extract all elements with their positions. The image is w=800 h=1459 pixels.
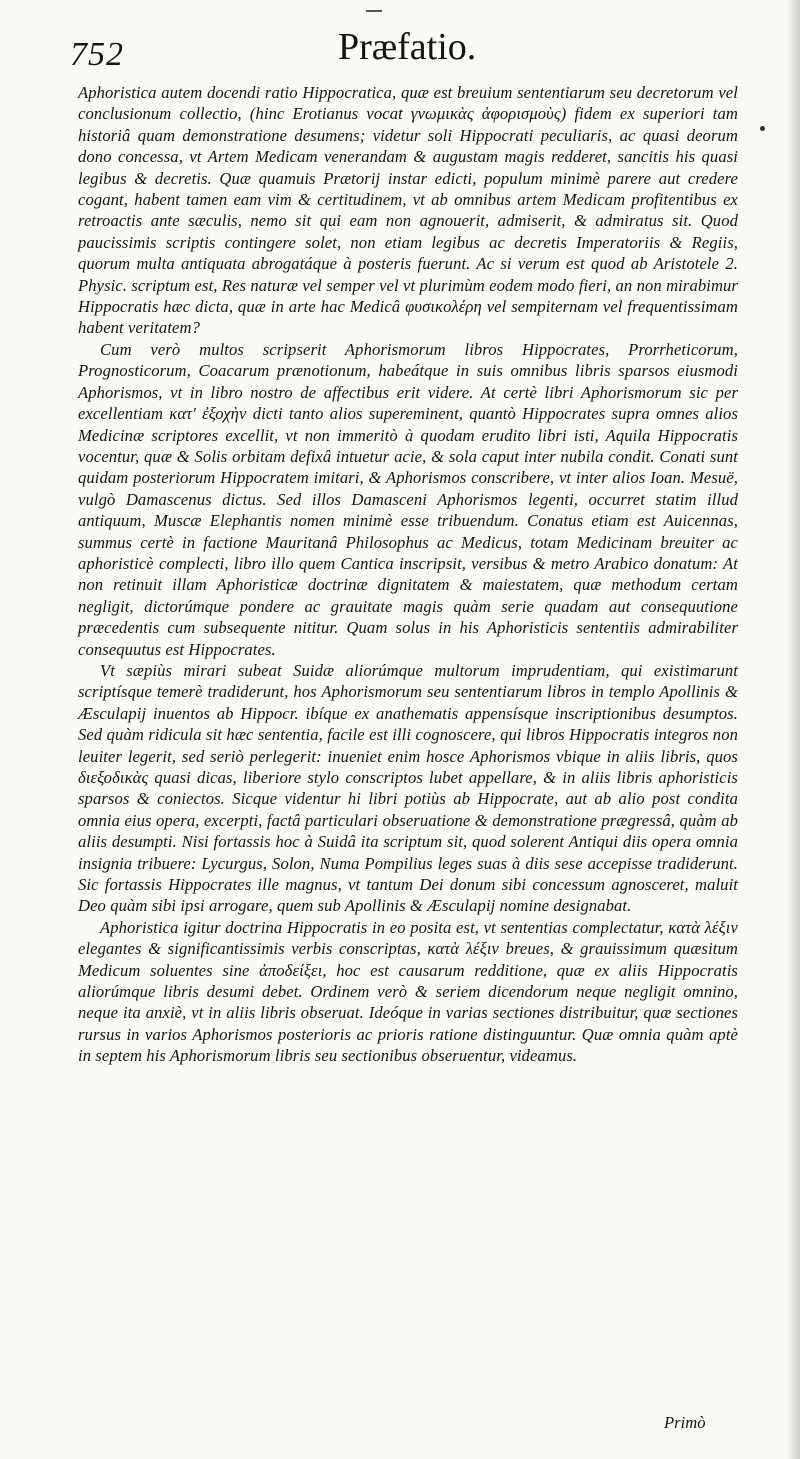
catchword: Primò [664, 1413, 706, 1432]
running-title: Præfatio. [338, 26, 477, 68]
page-header [0, 28, 800, 78]
page-number: 752 [70, 36, 124, 73]
page-edge-shadow [786, 0, 800, 1459]
page-top-mark [366, 10, 382, 12]
body-text [78, 82, 738, 1067]
paragraph: Aphoristica autem docendi ratio Hippocratica, quæ est breuium sententiarum seu decretorum vel conclusionum collectio, (hinc Erotianus vocat γνωμικὰς ἀφορισμοὺς) fidem ex superiori tam historiâ quam demonstratione desumens; videtur soli Hippocrati peculiaris, ac quasi deorum dono concessa, vt Artem Medicam venerandam & augustam magis redderet, sancitis his quasi legibus & decretis. Quæ quamuis Prætorij instar edicti, populum minimè parere aut credere cogant, habent tamen eam vim & certitudinem, vt ab omnibus artem Medicam profitentibus ex retroactis ante sæculis, nemo sit qui eam non agnouerit, admiserit, & admiratus sit. Quod paucissimis scriptis contingere solet, non etiam legibus ac decretis Imperatoriis & Regiis, quorum multa antiquata abrogatáque à posteris fuerunt. Ac si verum est quod ab Aristotele 2. Physic. scriptum est, Res naturæ vel semper vel vt plurimùm eodem modo fieri, an non mirabimur Hippocratis hæc dicta, quæ in arte hac Medicâ φυσικολέρη vel sempiternam vel frequentissimam habent veritatem? [78, 83, 738, 338]
paragraph: Aphoristica igitur doctrina Hippocratis in eo posita est, vt sententias complectatur, κατὰ λέξιν elegantes & significantissimis verbis conscriptas, κατὰ λέξιν breues, & grauissimum quæsitum Medicum soluentes sine ἀποδείξει, hoc est causarum redditione, quæ ex aliis Hippocratis aliorúmque libris desumi debet. Ordinem verò & seriem dicendorum neque negligit omnino, neque ita anxiè, vt in aliis libris obseruat. Ideóque in varias sectiones distribuitur, quæ sectiones rursus in varios Aphorismos posterioris ac prioris ratione distinguuntur. Quæ omnia quàm aptè in septem his Aphorismorum libris seu sectionibus obseruentur, videamus. [78, 917, 738, 1066]
paragraph: Vt sæpiùs mirari subeat Suidæ aliorúmque multorum imprudentiam, qui existimarunt scriptísque temerè tradiderunt, hos Aphorismorum seu sententiarum libros in templo Apollinis & Æsculapij inuentos ab Hippocr. ibíque ex anathematis appensísque inscriptionibus desumptos. Sed quàm ridicula sit hæc sententia, facile est illi cognoscere, qui libros Hippocratis integros non leuiter legerit, sed seriò perlegerit: inueniet enim hosce Aphorismos vbique in aliis libris, quos διεξοδικὰς quasi dicas, liberiore stylo conscriptos lubet appellare, & in aliis libris aphoristicis sparsos & coniectos. Sicque videntur hi libri potiùs ab Hippocrate, aut ab alio post condita omnia eius opera, excerpti, factâ particulari obseruatione & demonstratione prægressâ, quàm ab aliis desumpti. Nisi fortassis hoc à Suidâ ita scriptum sit, quod solerent Antiqui diis opera omnia insignia tribuere: Lycurgus, Solon, Numa Pompilius leges suas à diis sese accepisse tradiderunt. Sic fortassis Hippocrates ille magnus, vt tantum Dei donum sibi concessum agnosceret, maluit Deo quàm sibi ipsi arrogare, quem sub Apollinis & Æsculapij nomine designabat. [78, 660, 738, 916]
margin-mark [760, 126, 765, 131]
paragraph: Cum verò multos scripserit Aphorismorum libros Hippocrates, Prorrheticorum, Prognosticorum, Coacarum prænotionum, habeátque in suis omnibus libris sparsos eiusmodi Aphorismos, vt in libro nostro de affectibus erit videre. At certè libri Aphorismorum sic per excellentiam κατ' ἐξοχὴν dicti tanto alios supereminent, quantò Hippocrates supra omnes alios Medicinæ scriptores excellit, vt non immeritò à quodam erudito libri isti, Aquila Hippocratis vocentur, quæ & Solis orbitam defixâ intuetur acie, & sola caput inter nubila condit. Conati sunt quidam posteriorum Hippocratem imitari, & Aphorismos conscribere, vt inter alios Ioan. Mesuë, vulgò Damascenus dictus. Sed illos Damasceni Aphorismos legenti, occurret statim illud antiquum, Muscæ Elephantis nomen minimè esse tribuendum. Conatus etiam est Auicennas, summus certè in factione Mauritanâ Philosophus ac Medicus, totam Medicinam breuiter ac aphoristicè complecti, libro illo quem Cantica inscripsit, versibus & metro Arabico donatum: At non retinuit illam Aphoristicæ doctrinæ dignitatem & maiestatem, quæ methodum certam negligit, dictorúmque pondere ac grauitate magis quàm serie quadam aut consequutione præcedentis cum subsequente nititur. Quam solus in his Aphoristicis sententiis admirabiliter consequutus est Hippocrates. [78, 339, 738, 659]
